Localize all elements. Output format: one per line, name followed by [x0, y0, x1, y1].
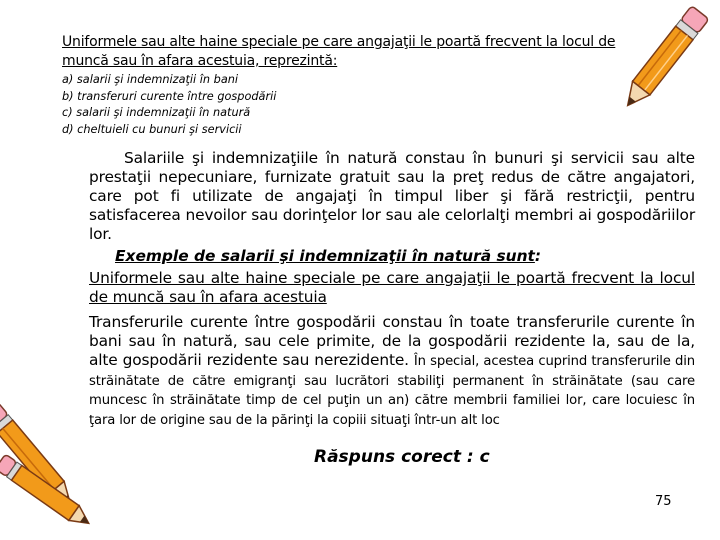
definition-paragraph: Salariile şi indemnizaţiile în natură constau în bunuri şi servicii sau alte prestaţii nepecuniare, furnizate gratuit sau la preţ redus de către angajatori, care pot fi utilizate de angajaţi în timpul liber şi fără restricţii, pentru satisfacerea nevoilor sau dorinţelor lor sau ale celorlalţi membri ai gospodăriilor lor.: [89, 149, 695, 243]
pencil-icon: [615, 0, 720, 120]
examples-heading-colon: :: [534, 247, 542, 265]
transfers-paragraph: [89, 313, 695, 429]
examples-heading-text: Exemple de salarii şi indemnizaţii în natură sunt: [115, 247, 535, 265]
example-text: Uniformele sau alte haine speciale pe care angajaţii le poartă frecvent la locul de muncă sau în afara acestuia: [89, 269, 695, 306]
correct-answer: Răspuns corect : c: [314, 447, 490, 467]
option-a: a) salarii şi indemnizaţii în bani: [62, 73, 239, 86]
examples-heading: [115, 247, 541, 265]
page-number: 75: [655, 494, 672, 509]
answer-options: [62, 72, 462, 138]
option-b: b) transferuri curente între gospodării: [62, 89, 277, 103]
option-d: d) cheltuieli cu bunuri şi servicii: [62, 122, 242, 136]
transfers-main-text: Transferurile curente între gospodării constau în toate transferurile curente în bani sau în natură, sau cele primite, de la gospodării rezidente la, sau de la, alte gospodării rezidente sau nerezidente.: [89, 313, 695, 369]
question-text: Uniformele sau alte haine speciale pe care angajaţii le poartă frecvent la locul de muncă sau în afara acestuia, reprezintă:: [62, 34, 616, 69]
pencils-icon: [0, 395, 90, 540]
transfers-detail-text: În special, acestea cuprind transferurile din străinătate de către emigranţi sau lucrători stabiliţi permanent în străinătate (sau care muncesc în străinătate timp de cel puţin un an) către membrii familiei lor, care locuiesc în ţara lor de origine sau de la părinţi la copiii situaţi într-un alt loc: [89, 354, 695, 428]
option-c: c) salarii şi indemnizaţii în natură: [62, 106, 251, 119]
